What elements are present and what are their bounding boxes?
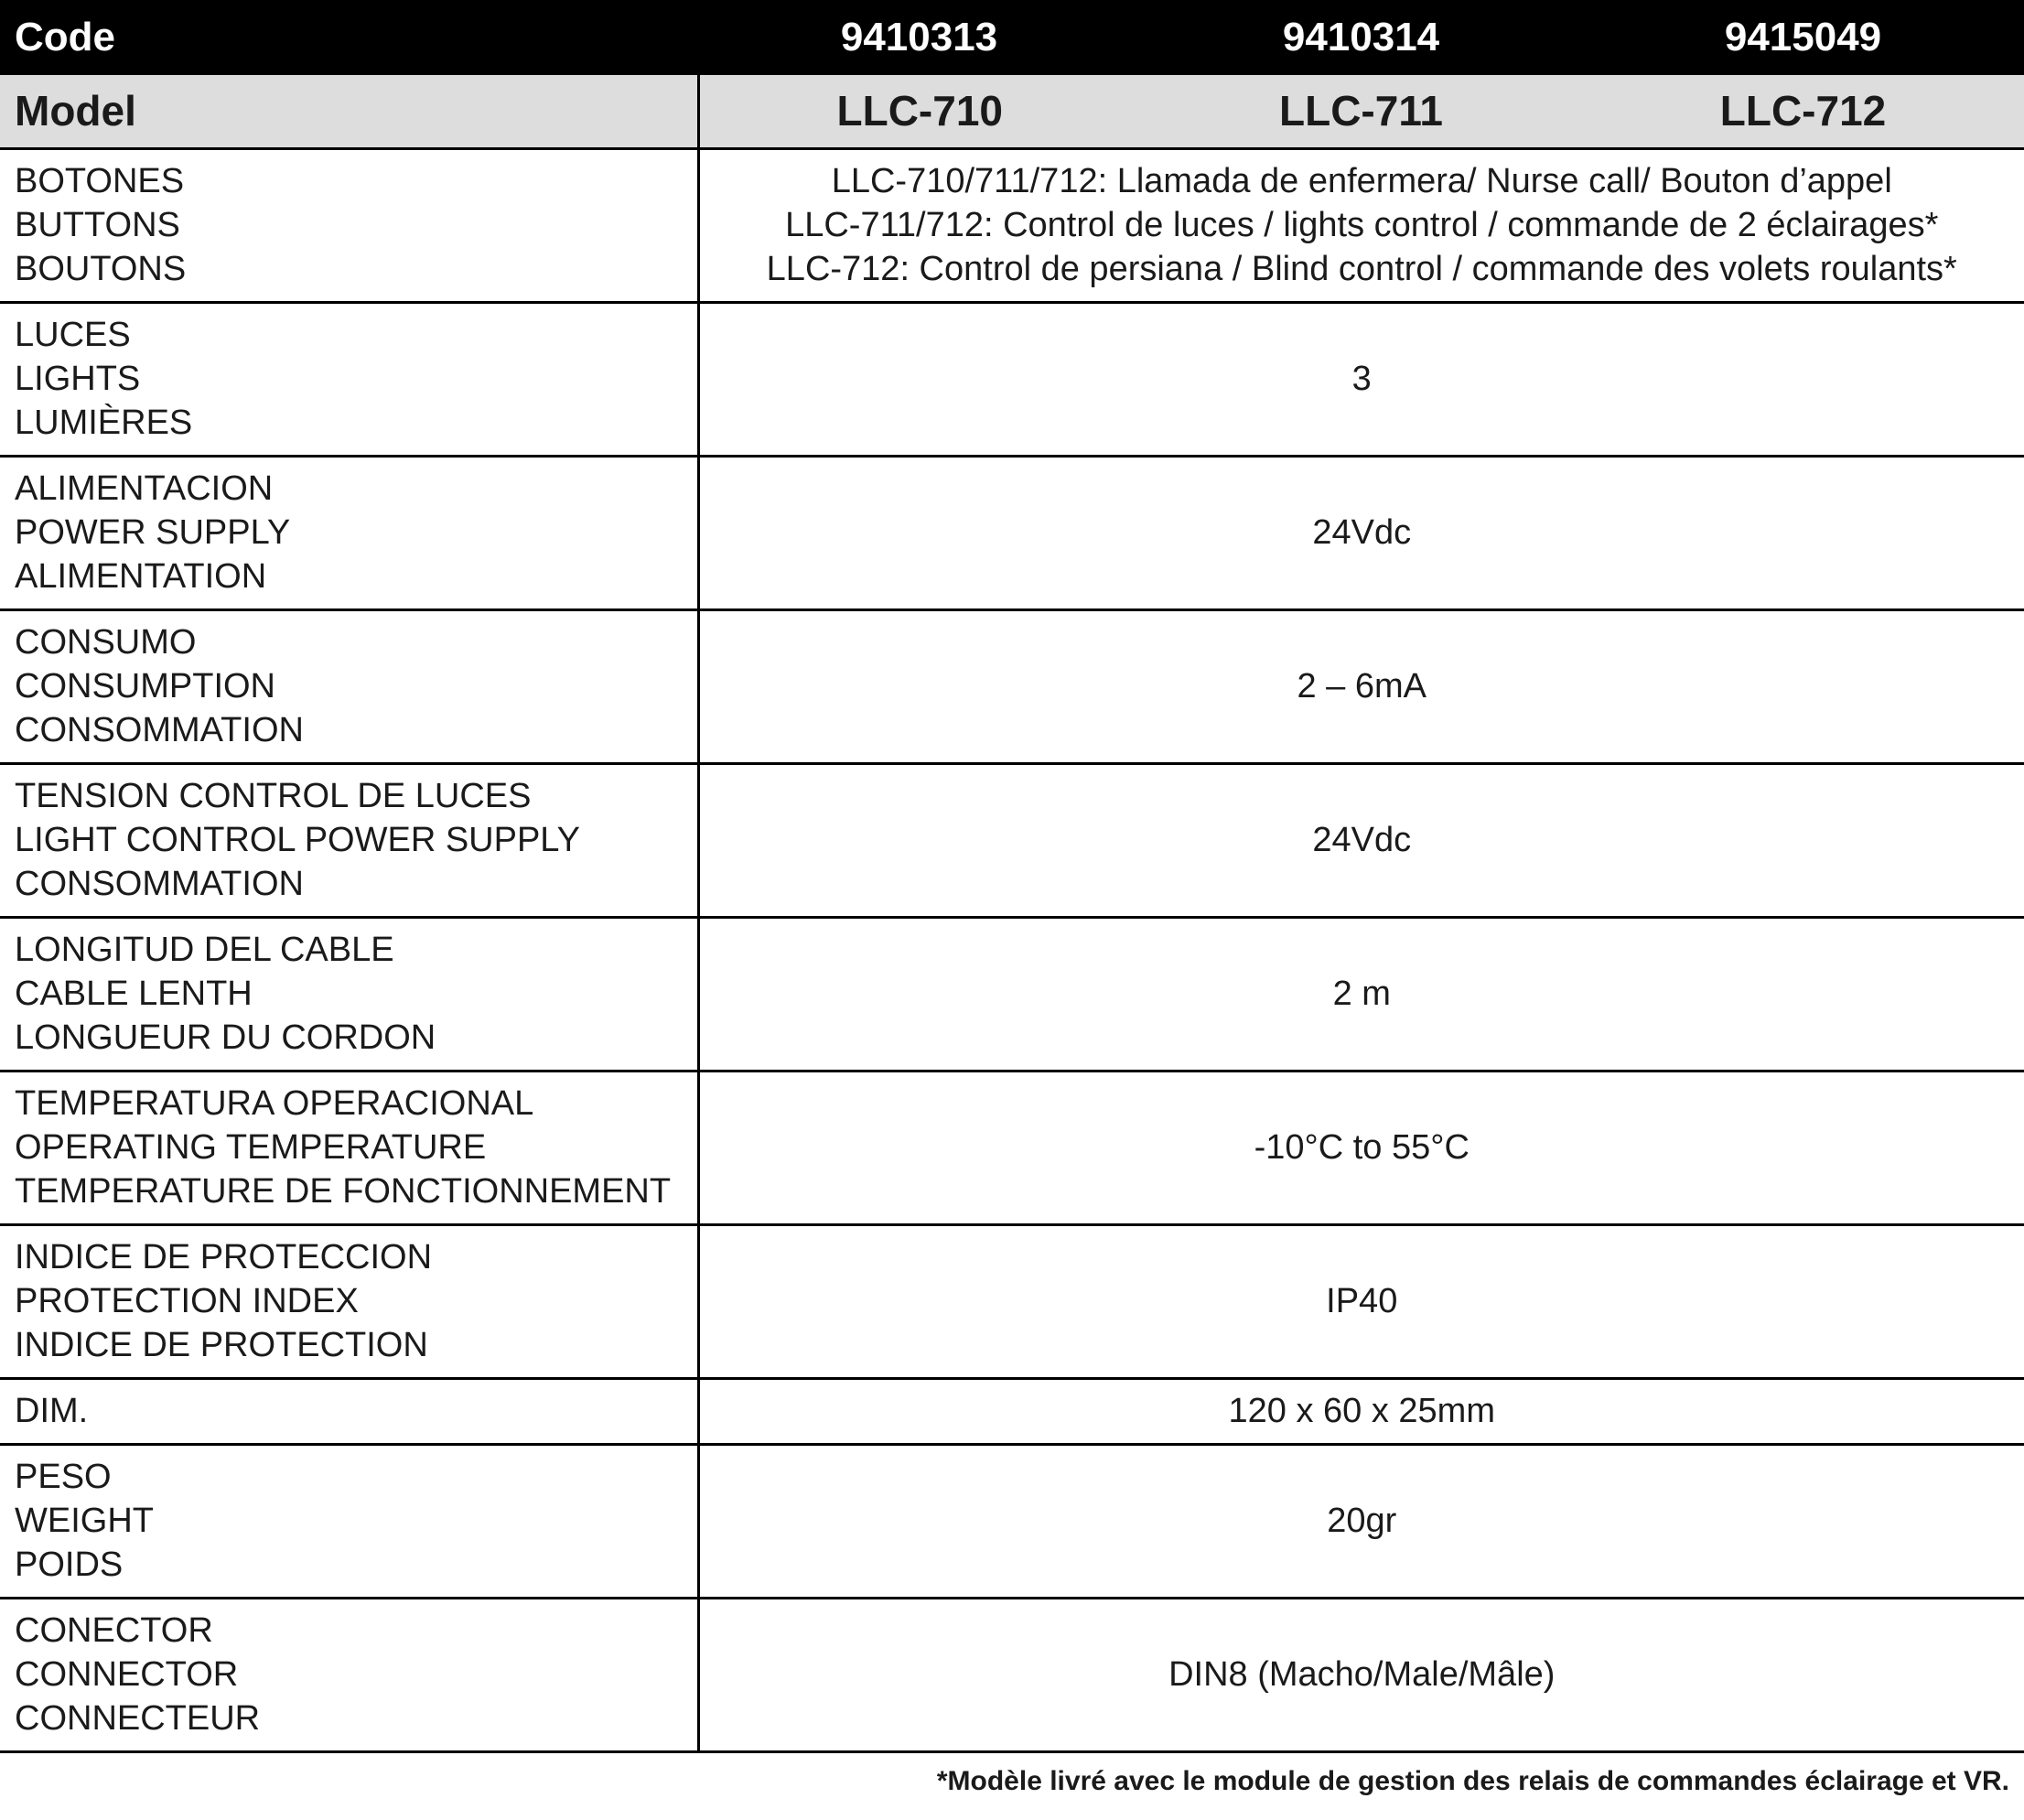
spec-row-weight xyxy=(0,1444,2024,1598)
label-line: CONSOMMATION xyxy=(15,711,304,749)
label-line: PESO xyxy=(15,1458,112,1496)
label-line: INDICE DE PROTECCION xyxy=(15,1238,433,1276)
label-line: CONNECTEUR xyxy=(15,1699,261,1738)
spec-row-connector xyxy=(0,1598,2024,1751)
spec-label xyxy=(0,763,698,917)
spec-value xyxy=(698,1598,2024,1751)
label-line: POWER SUPPLY xyxy=(15,513,291,552)
label-line: LIGHTS xyxy=(15,360,141,398)
label-line: CONSOMMATION xyxy=(15,865,304,903)
label-line: TENSION CONTROL DE LUCES xyxy=(15,777,532,815)
code-header-row xyxy=(0,0,2024,75)
model-cell: LLC-711 xyxy=(1140,75,1582,148)
spec-row-buttons xyxy=(0,148,2024,302)
value-line: LLC-712: Control de persiana / Blind control / commande des volets roulants* xyxy=(766,250,1957,288)
label-line: ALIMENTACION xyxy=(15,469,274,508)
spec-label xyxy=(0,1444,698,1598)
value-line: 20gr xyxy=(1327,1502,1397,1540)
model-header-row xyxy=(0,75,2024,148)
value-line: 24Vdc xyxy=(1312,821,1412,859)
spec-label xyxy=(0,609,698,763)
spec-row-consumption xyxy=(0,609,2024,763)
spec-row-operating-temperature xyxy=(0,1071,2024,1224)
code-cell: 9410314 xyxy=(1282,15,1440,59)
label-line: LONGITUD DEL CABLE xyxy=(15,931,394,969)
spec-value xyxy=(698,1378,2024,1444)
value-line: LLC-711/712: Control de luces / lights control / commande de 2 éclairages* xyxy=(785,206,1939,244)
spec-value xyxy=(698,917,2024,1071)
label-line: OPERATING TEMPERATURE xyxy=(15,1128,487,1167)
value-line: -10°C to 55°C xyxy=(1254,1128,1470,1167)
spec-value xyxy=(698,763,2024,917)
label-line: CABLE LENTH xyxy=(15,975,253,1013)
label-line: TEMPERATURA OPERACIONAL xyxy=(15,1084,534,1123)
spec-row-dimensions xyxy=(0,1378,2024,1444)
label-line: TEMPERATURE DE FONCTIONNEMENT xyxy=(15,1172,672,1211)
spec-value xyxy=(698,456,2024,609)
label-line: DIM. xyxy=(15,1392,89,1430)
value-line: 2 – 6mA xyxy=(1297,667,1427,705)
spec-label xyxy=(0,148,698,302)
code-label: Code xyxy=(15,15,115,59)
spec-label xyxy=(0,917,698,1071)
label-line: PROTECTION INDEX xyxy=(15,1282,359,1320)
model-cell: LLC-712 xyxy=(1582,75,2024,148)
label-line: POIDS xyxy=(15,1545,124,1584)
spec-label xyxy=(0,1378,698,1444)
spec-value xyxy=(698,148,2024,302)
label-line: BOTONES xyxy=(15,162,185,200)
label-line: CONECTOR xyxy=(15,1611,213,1650)
label-line: CONSUMO xyxy=(15,623,197,662)
label-line: LIGHT CONTROL POWER SUPPLY xyxy=(15,821,580,859)
spec-label xyxy=(0,302,698,456)
spec-row-cable-length xyxy=(0,917,2024,1071)
label-line: LUCES xyxy=(15,316,131,354)
value-line: DIN8 (Macho/Male/Mâle) xyxy=(1168,1655,1556,1694)
model-cell: LLC-710 xyxy=(698,75,1140,148)
spec-label xyxy=(0,1598,698,1751)
spec-value xyxy=(698,1224,2024,1378)
label-line: BUTTONS xyxy=(15,206,180,244)
label-line: BOUTONS xyxy=(15,250,187,288)
value-line: LLC-710/711/712: Llamada de enfermera/ Nurse call/ Bouton d’appel xyxy=(831,162,1892,200)
spec-row-lights xyxy=(0,302,2024,456)
code-cell: 9415049 xyxy=(1724,15,1882,59)
spec-value xyxy=(698,609,2024,763)
value-line: 2 m xyxy=(1332,975,1391,1013)
label-line: CONSUMPTION xyxy=(15,667,275,705)
label-line: WEIGHT xyxy=(15,1502,154,1540)
spec-label xyxy=(0,456,698,609)
spec-row-protection-index xyxy=(0,1224,2024,1378)
spec-label xyxy=(0,1224,698,1378)
footnote: *Modèle livré avec le module de gestion des relais de commandes éclairage et VR. xyxy=(936,1766,2009,1796)
label-line: ALIMENTATION xyxy=(15,557,267,596)
value-line: 3 xyxy=(1351,360,1372,398)
label-line: INDICE DE PROTECTION xyxy=(15,1326,428,1364)
spec-row-power-supply xyxy=(0,456,2024,609)
spec-value xyxy=(698,1071,2024,1224)
label-line: LONGUEUR DU CORDON xyxy=(15,1018,436,1057)
spec-label xyxy=(0,1071,698,1224)
value-line: 24Vdc xyxy=(1312,513,1412,552)
spec-row-light-control-power xyxy=(0,763,2024,917)
label-line: CONNECTOR xyxy=(15,1655,239,1694)
value-line: 120 x 60 x 25mm xyxy=(1228,1392,1495,1430)
spec-value xyxy=(698,1444,2024,1598)
value-line: IP40 xyxy=(1326,1282,1398,1320)
model-label: Model xyxy=(0,75,698,148)
spec-value xyxy=(698,302,2024,456)
code-cell: 9410313 xyxy=(840,15,998,59)
label-line: LUMIÈRES xyxy=(15,404,193,442)
